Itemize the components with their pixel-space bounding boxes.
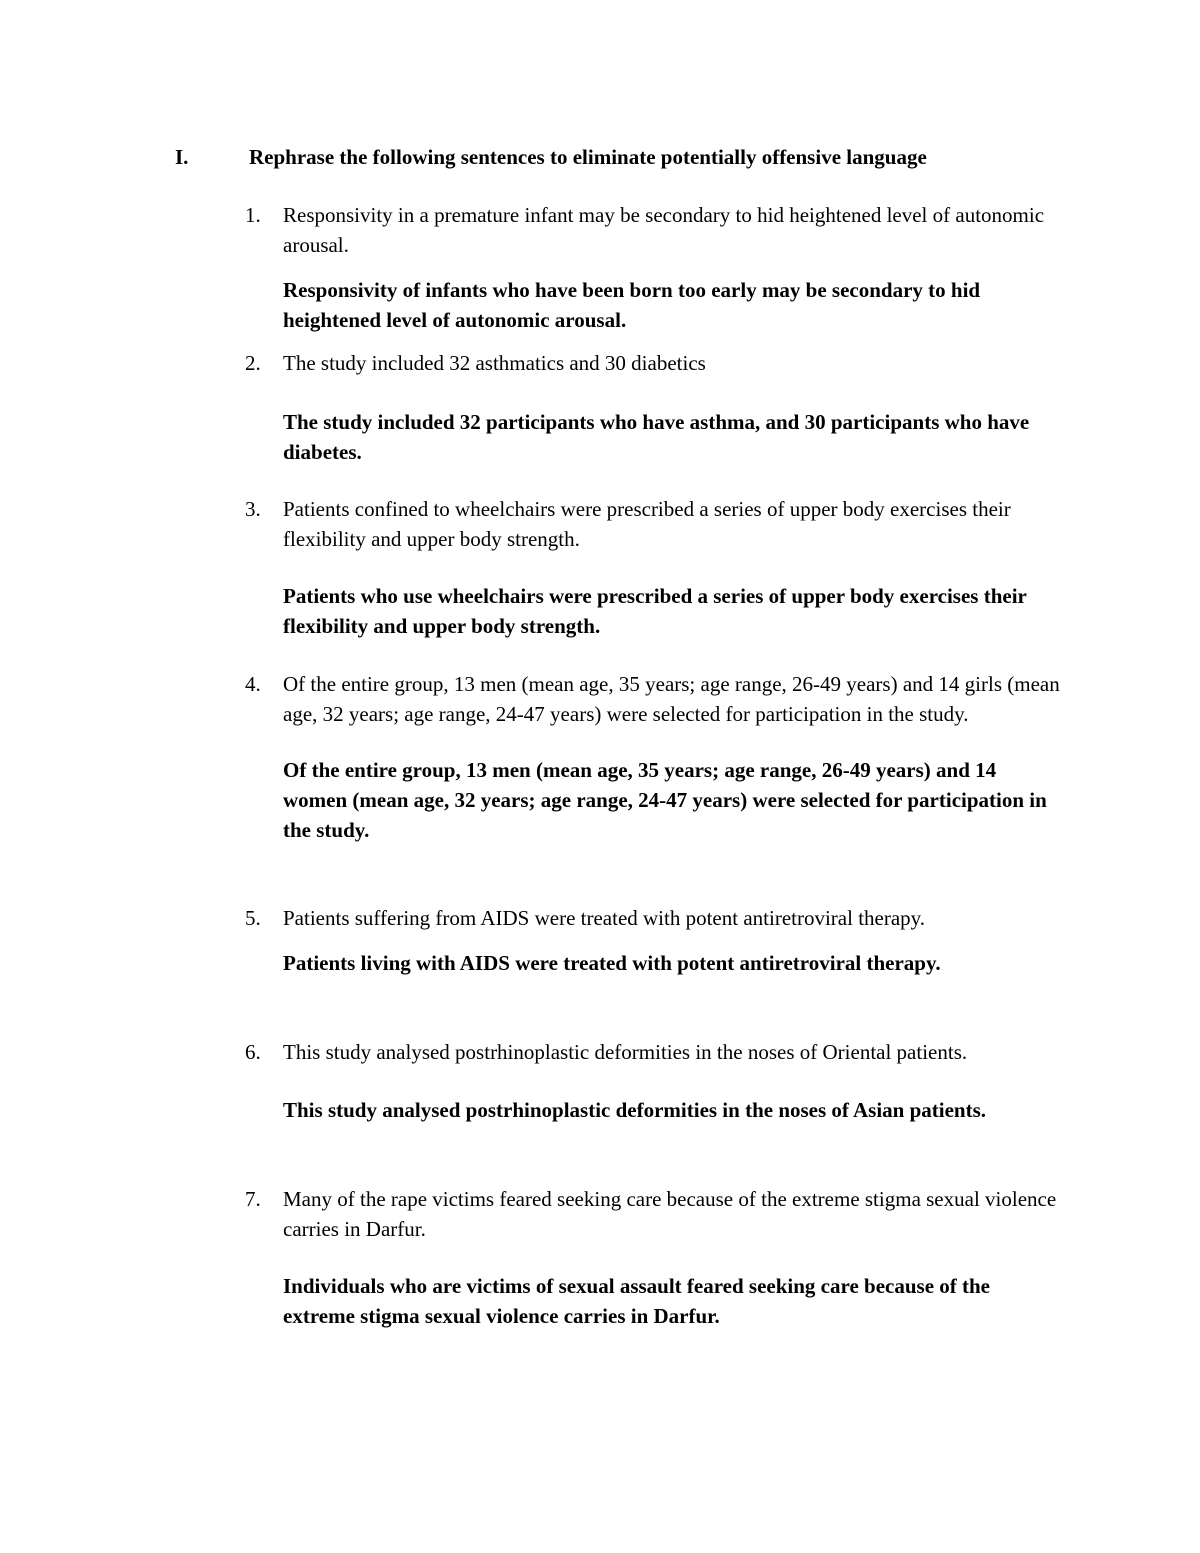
rephrased-sentence: Patients who use wheelchairs were prescribed a series of upper body exercises their flexibility and upper body strength. — [283, 584, 1027, 638]
rephrased-sentence: Patients living with AIDS were treated with potent antiretroviral therapy. — [283, 951, 941, 975]
rephrased-sentence: Individuals who are victims of sexual assault feared seeking care because of the extreme stigma sexual violence carries in Darfur. — [283, 1274, 990, 1328]
original-sentence: Of the entire group, 13 men (mean age, 35 years; age range, 26-49 years) and 14 girls (mean age, 32 years; age range, 24-47 years) were selected for participation in the study. — [283, 672, 1060, 726]
section-heading — [175, 143, 927, 171]
exercise-item-2 — [245, 348, 1065, 467]
question — [245, 348, 1065, 378]
exercise-item-3 — [245, 494, 1065, 641]
question — [245, 669, 1065, 729]
exercise-item-7 — [245, 1184, 1065, 1331]
rephrased-sentence: Of the entire group, 13 men (mean age, 35 years; age range, 26-49 years) and 14 women (mean age, 32 years; age range, 24-47 years) were selected for participation in the study. — [283, 758, 1047, 842]
section-title: Rephrase the following sentences to eliminate potentially offensive language — [249, 145, 927, 169]
question — [245, 903, 1065, 933]
rephrased-sentence: Responsivity of infants who have been born too early may be secondary to hid heightened level of autonomic arousal. — [283, 278, 981, 332]
section-number: I. — [175, 145, 189, 169]
exercise-item-4 — [245, 669, 1065, 845]
original-sentence: Responsivity in a premature infant may be secondary to hid heightened level of autonomic arousal. — [283, 203, 1045, 257]
original-sentence: This study analysed postrhinoplastic deformities in the noses of Oriental patients. — [283, 1040, 968, 1064]
item-number: 6. — [245, 1040, 261, 1064]
exercise-item-6 — [245, 1037, 1065, 1125]
question — [245, 494, 1065, 554]
question — [245, 1184, 1065, 1244]
item-number: 7. — [245, 1187, 261, 1211]
item-number: 5. — [245, 906, 261, 930]
rephrased-sentence: This study analysed postrhinoplastic deformities in the noses of Asian patients. — [283, 1098, 987, 1122]
rephrased-sentence: The study included 32 participants who have asthma, and 30 participants who have diabetes. — [283, 410, 1030, 464]
item-number: 2. — [245, 351, 261, 375]
original-sentence: The study included 32 asthmatics and 30 diabetics — [283, 351, 706, 375]
original-sentence: Many of the rape victims feared seeking care because of the extreme stigma sexual violence carries in Darfur. — [283, 1187, 1057, 1241]
exercise-item-1 — [245, 200, 1065, 335]
exercise-item-5 — [245, 903, 1065, 978]
question — [245, 1037, 1065, 1067]
item-number: 3. — [245, 497, 261, 521]
original-sentence: Patients suffering from AIDS were treated with potent antiretroviral therapy. — [283, 906, 926, 930]
item-number: 1. — [245, 203, 261, 227]
original-sentence: Patients confined to wheelchairs were prescribed a series of upper body exercises their flexibility and upper body strength. — [283, 497, 1011, 551]
question — [245, 200, 1065, 260]
item-number: 4. — [245, 672, 261, 696]
